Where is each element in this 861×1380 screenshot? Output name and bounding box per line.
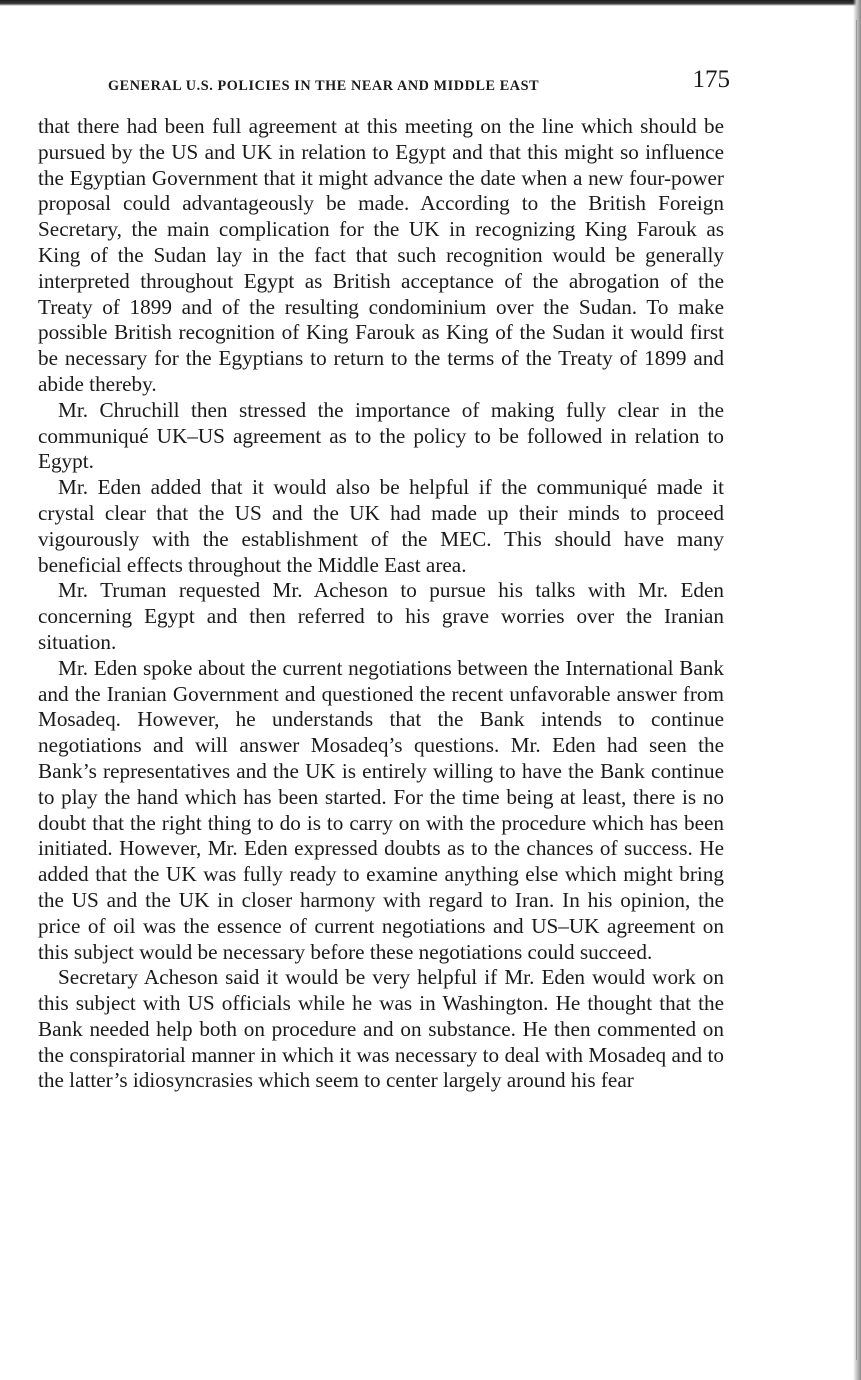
paragraph-truman: Mr. Truman requested Mr. Acheson to pursue his talks with Mr. Eden concerning Egypt and then referred to his grave worries over the Iranian situation. [38, 578, 724, 654]
scan-top-edge [0, 0, 861, 6]
scan-binding-line [856, 20, 857, 1360]
paragraph-churchill: Mr. Chruchill then stressed the importance of making fully clear in the communiqué UK–US agreement as to the policy to be followed in relation to Egypt. [38, 397, 724, 474]
page-header [108, 66, 728, 102]
paragraph-acheson: Secretary Acheson said it would be very helpful if Mr. Eden would work on this subject with US officials while he was in Washington. He thought that the Bank needed help both on procedure and on substance. He then commented on the conspiratorial manner in which it was necessary to deal with Mosadeq and to the latter’s idiosyncrasies which seem to center largely around his fear [38, 965, 724, 1093]
page-number: 175 [692, 66, 730, 93]
scan-right-edge [853, 0, 861, 1380]
document-body [38, 114, 724, 1094]
paragraph-eden-iran: Mr. Eden spoke about the current negotiations between the International Bank and the Iranian Government and questioned the recent unfavorable answer from Mosadeq. However, he understands that the Bank intends to continue negotiations and will answer Mosadeq’s questions. Mr. Eden had seen the Bank’s representatives and the UK is entirely willing to have the Bank continue to play the hand which has been started. For the time being at least, there is no doubt that the right thing to do is to carry on with the procedure which has been initiated. However, Mr. Eden expressed doubts as to the chances of success. He added that the UK was fully ready to examine anything else which might bring the US and the UK in closer harmony with regard to Iran. In his opinion, the price of oil was the essence of current negotiations and US–UK agreement on this subject would be necessary before these negotiations could succeed. [38, 655, 724, 964]
paragraph-continued: that there had been full agreement at this meeting on the line which should be pursued by the US and UK in relation to Egypt and that this might so influence the Egyptian Government that it might advance the date when a new four-power proposal could advantageously be made. According to the British Foreign Secretary, the main complication for the UK in recognizing King Farouk as King of the Sudan lay in the fact that such recognition would be generally interpreted throughout Egypt as British acceptance of the abrogation of the Treaty of 1899 and of the resulting condominium over the Sudan. To make possible British recognition of King Farouk as King of the Sudan it would first be necessary for the Egyptians to return to the terms of the Treaty of 1899 and abide thereby. [38, 114, 724, 396]
paragraph-eden-communique: Mr. Eden added that it would also be helpful if the communiqué made it crystal clear that the US and the UK had made up their minds to proceed vigourously with the establishment of the MEC. This should have many beneficial effects throughout the Middle East area. [38, 475, 724, 577]
running-head: GENERAL U.S. POLICIES IN THE NEAR AND MIDDLE EAST [108, 78, 540, 94]
